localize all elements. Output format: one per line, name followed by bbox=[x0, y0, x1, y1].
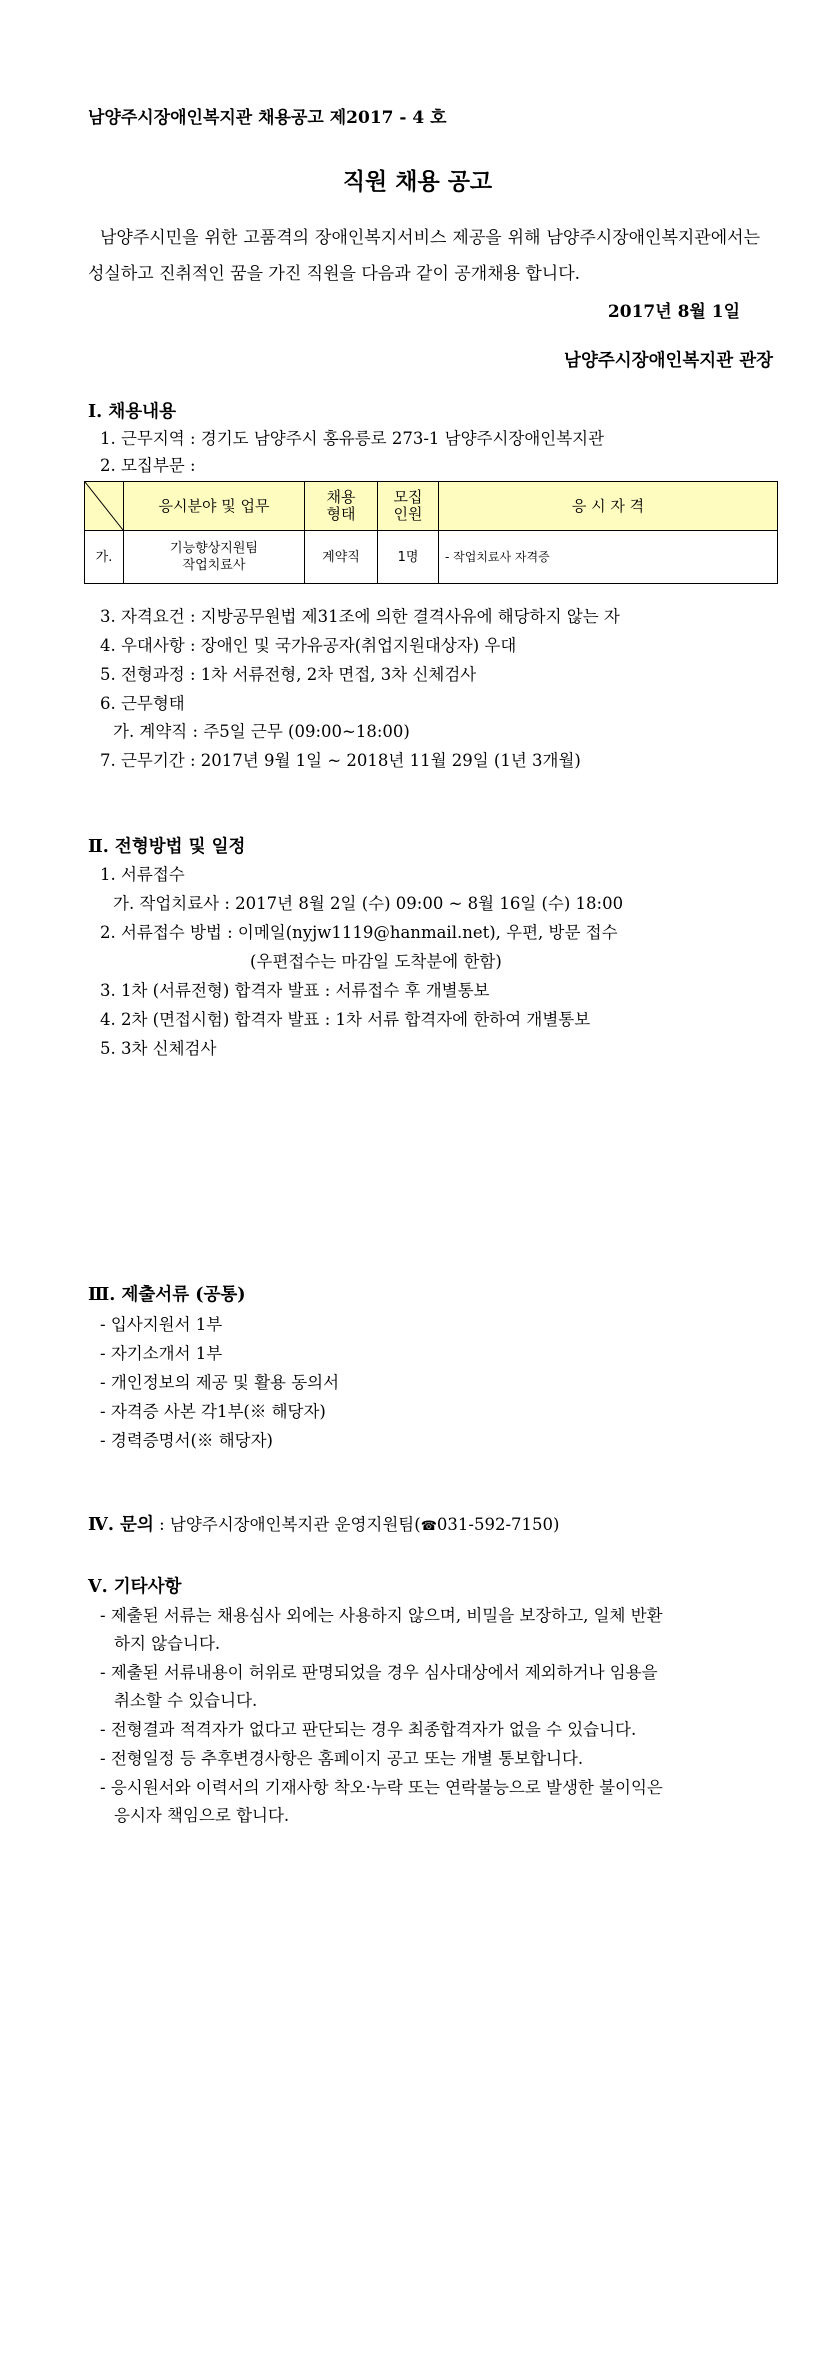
notice-date: 2017년 8월 1일 bbox=[607, 302, 740, 322]
document-item: - 개인정보의 제공 및 활용 동의서 bbox=[100, 1373, 340, 1392]
section-1-title: Ⅰ. 채용내용 bbox=[88, 402, 176, 422]
table-cell-field-line2: 작업치료사 bbox=[182, 558, 246, 573]
note-item: - 전형결과 적격자가 없다고 판단되는 경우 최종합격자가 없을 수 있습니다. bbox=[100, 1720, 637, 1739]
notice-number: 남양주시장애인복지관 채용공고 제2017 - 4 호 bbox=[88, 108, 447, 128]
note-item: - 제출된 서류내용이 허위로 판명되었을 경우 심사대상에서 제외하거나 임용을 bbox=[100, 1663, 658, 1682]
application-method-note: (우편접수는 마감일 도착분에 한함) bbox=[250, 952, 502, 971]
inquiry-line bbox=[88, 1511, 559, 1536]
table-header-type bbox=[305, 482, 378, 531]
work-period: 7. 근무기간 : 2017년 9월 1일 ~ 2018년 11월 29일 (1년 3개월) bbox=[100, 751, 581, 770]
issuer: 남양주시장애인복지관 관장 bbox=[564, 351, 773, 371]
document-item: - 입사지원서 1부 bbox=[100, 1315, 223, 1334]
section-5-title: Ⅴ. 기타사항 bbox=[88, 1577, 182, 1597]
table-header-count-line1: 모집 bbox=[393, 488, 423, 506]
table-cell-type: 계약직 bbox=[305, 531, 378, 584]
note-item: - 제출된 서류는 채용심사 외에는 사용하지 않으며, 비밀을 보장하고, 일체 반환 bbox=[100, 1606, 663, 1625]
section-4-title: Ⅳ. 문의 bbox=[88, 1515, 154, 1535]
document-item: - 경력증명서(※ 해당자) bbox=[100, 1431, 273, 1450]
application-receipt: 1. 서류접수 bbox=[100, 865, 185, 884]
table-header-qualification: 응 시 자 격 bbox=[439, 482, 778, 531]
document-item: - 자기소개서 1부 bbox=[100, 1344, 223, 1363]
selection-process: 5. 전형과정 : 1차 서류전형, 2차 면접, 3차 신체검사 bbox=[100, 665, 477, 684]
inquiry-phone: 031-592-7150 bbox=[436, 1515, 554, 1534]
second-round-announcement: 4. 2차 (면접시험) 합격자 발표 : 1차 서류 합격자에 한하여 개별통보 bbox=[100, 1010, 591, 1029]
note-item-continued: 응시자 책임으로 합니다. bbox=[114, 1806, 290, 1825]
note-item: - 응시원서와 이력서의 기재사항 착오·누락 또는 연락불능으로 발생한 불이익은 bbox=[100, 1778, 663, 1797]
first-round-announcement: 3. 1차 (서류전형) 합격자 발표 : 서류접수 후 개별통보 bbox=[100, 981, 490, 1000]
physical-exam: 5. 3차 신체검사 bbox=[100, 1039, 217, 1058]
table-cell-no: 가. bbox=[85, 531, 124, 584]
recruit-field-label: 2. 모집부문 : bbox=[100, 456, 196, 475]
table-cell-qualification: - 작업치료사 자격증 bbox=[439, 531, 778, 584]
preference: 4. 우대사항 : 장애인 및 국가유공자(취업지원대상자) 우대 bbox=[100, 636, 517, 655]
table-header-count-line2: 인원 bbox=[393, 505, 423, 523]
table-header-type-line1: 채용 bbox=[326, 488, 356, 506]
work-location: 1. 근무지역 : 경기도 남양주시 홍유릉로 273-1 남양주시장애인복지관 bbox=[100, 429, 605, 448]
application-method: 2. 서류접수 방법 : 이메일(nyjw1119@hanmail.net), 우편, 방문 접수 bbox=[100, 923, 618, 942]
section-2-title: Ⅱ. 전형방법 및 일정 bbox=[88, 837, 246, 857]
page-title: 직원 채용 공고 bbox=[342, 169, 493, 195]
note-item: - 전형일정 등 추후변경사항은 홈페이지 공고 또는 개별 통보합니다. bbox=[100, 1749, 584, 1768]
phone-icon: ☎ bbox=[420, 1519, 437, 1534]
document-item: - 자격증 사본 각1부(※ 해당자) bbox=[100, 1402, 326, 1421]
recruitment-table bbox=[84, 481, 778, 584]
application-period: 가. 작업치료사 : 2017년 8월 2일 (수) 09:00 ~ 8월 16일 (수) 18:00 bbox=[113, 894, 624, 913]
table-header-row bbox=[85, 482, 778, 531]
section-3-title: Ⅲ. 제출서류 (공통) bbox=[88, 1285, 246, 1305]
work-type: 6. 근무형태 bbox=[100, 694, 185, 713]
table-header-type-line2: 형태 bbox=[326, 505, 356, 523]
diagonal-line-icon bbox=[85, 482, 123, 530]
note-item-continued: 하지 않습니다. bbox=[114, 1634, 221, 1653]
intro-paragraph: 남양주시민을 위한 고품격의 장애인복지서비스 제공을 위해 남양주시장애인복지관에서는 성실하고 진취적인 꿈을 가진 직원을 다음과 같이 공개채용 합니다. bbox=[88, 228, 760, 284]
table-header-field: 응시분야 및 업무 bbox=[124, 482, 305, 531]
inquiry-text: : 남양주시장애인복지관 운영지원팀( bbox=[159, 1515, 421, 1534]
table-row bbox=[85, 531, 778, 584]
inquiry-text-close: ) bbox=[553, 1515, 560, 1534]
table-cell-field-line1: 기능향상지원팀 bbox=[170, 541, 258, 556]
table-cell-count: 1명 bbox=[378, 531, 439, 584]
qualification-requirement: 3. 자격요건 : 지방공무원법 제31조에 의한 결격사유에 해당하지 않는 자 bbox=[100, 607, 620, 626]
table-header-diagonal-cell bbox=[85, 482, 124, 531]
note-item-continued: 취소할 수 있습니다. bbox=[114, 1691, 258, 1710]
table-cell-field bbox=[124, 531, 305, 584]
table-header-count bbox=[378, 482, 439, 531]
work-type-detail: 가. 계약직 : 주5일 근무 (09:00~18:00) bbox=[113, 722, 410, 741]
